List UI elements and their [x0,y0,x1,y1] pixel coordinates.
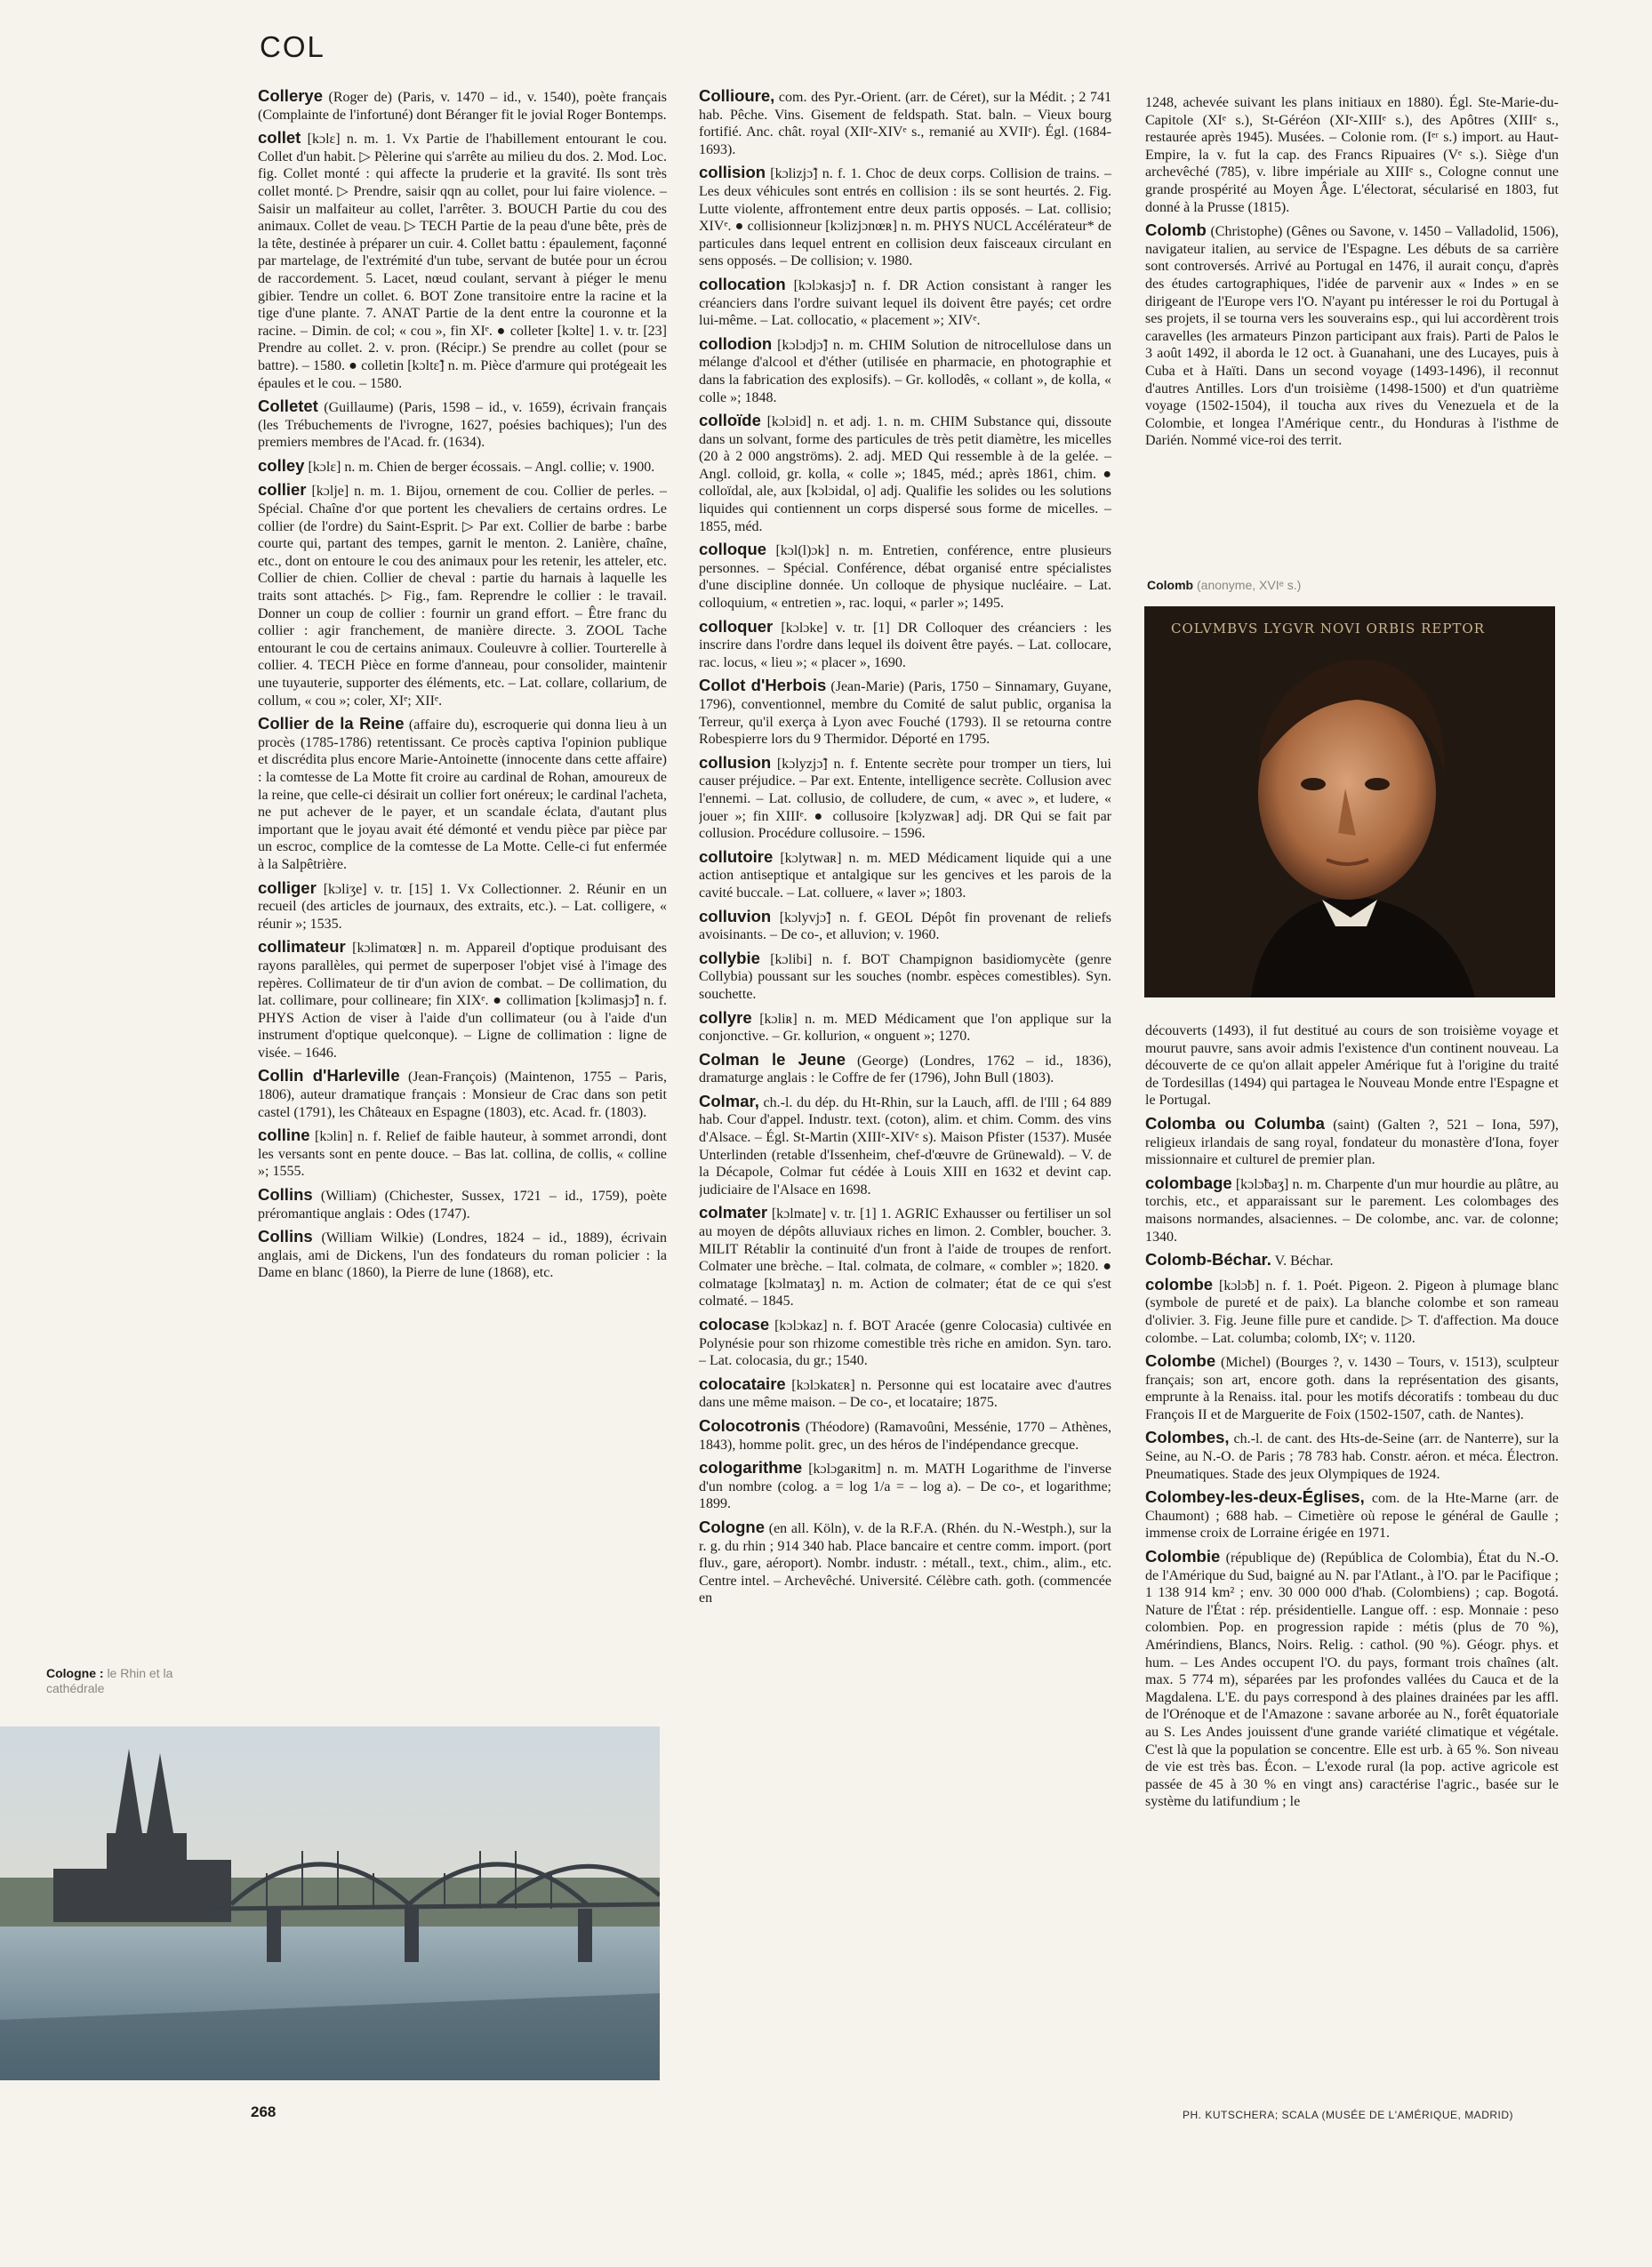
entry [1145,1115,1559,1169]
definition: com. des Pyr.-Orient. (arr. de Céret), sur la Médit. ; 2 741 hab. Pêche. Vins. Gisement de feldspath. Stat. baln. – Vieux bourg fortifié. Anc. chât. royal (XIIᵉ-XIVᵉ s., remanié au XVIIᵉ). Égl. (1684-1693). [699,90,1111,157]
entry [1145,221,1559,450]
column-3-bottom [1145,1021,1559,2092]
entry [699,1009,1111,1045]
headword: Collier de la Reine [258,714,405,733]
headword: collusion [699,752,772,772]
definition: ch.-l. du dép. du Ht-Rhin, sur la Lauch, affl. de l'Ill ; 64 889 hab. Cour d'appel. Industr. text. (coton), alim. et chim. Comm. des vins d'Alsace. – Égl. St-Martin (XIIIᵉ-XIVᵉ s). Maison Pfister (1537). Musée Unterlinden (retable d'Issenheim, chef-d'œuvre de Grünewald). – V. de la Décapole, Colmar fut cédée à Louis XIII en 1632 et devint cap. judiciaire de l'Alsace en 1698. [699,1094,1111,1198]
entry [258,1126,667,1181]
definition: [kɔlyvjɔ̃] n. f. GEOL Dépôt fin provenant de reliefs avoisinants. – De co-, et alluvion; v. 1960. [699,909,1111,943]
entry [1145,1548,1559,1811]
entry [699,541,1111,612]
headword: Colomb [1145,220,1207,240]
headword: Colombie [1145,1547,1221,1566]
definition: [kɔlje] n. m. 1. Bijou, ornement de cou. Collier de perles. – Spécial. Chaîne d'or que portent les chevaliers de certains ordres. Le collier (de l'ordre) du Saint-Esprit. ▷ Par ext. Collier de barbe : barbe courte qui, partant des tempes, garnit le menton. 2. Lanière, chaîne, etc., dont on entoure le cou des animaux pour les retenir, les atteler, etc. Collier de chien. Collier de cheval : partie du harnais à laquelle les traits sont attachés. ▷ Fig., fam. Reprendre le collier : le travail. Donner un coup de collier : fournir un grand effort. – Être franc du collier : agir franchement, de manière directe. 3. ZOOL Tache entourant le cou de certains animaux. Couleuvre à collier. Tourterelle à collier. 4. TECH Pièce en forme d'anneau, pour consolider, maintenir une tuyauterie, supporter des éléments, etc. – Lat. collare, collarium, de collum, « cou »; coler, XIᵉ; XIIᵉ. [258,484,667,709]
definition: (Guillaume) (Paris, 1598 – id., v. 1659), écrivain français (les Trébuchements de l'ivrogne, 1627, poésies bachiques); l'un des premiers membres de l'Acad. fr. (1634). [258,400,667,451]
definition: [kɔliʀ] n. m. MED Médicament que l'on applique sur la conjonctive. – Gr. kollurion, « onguent »; 1270. [699,1011,1111,1045]
column-2 [699,87,1111,2092]
headword: colline [258,1125,310,1145]
headword: collet [258,128,301,148]
headword: colloque [699,540,767,559]
headword: colombe [1145,1274,1214,1294]
definition: [kɔlɛ] n. m. Chien de berger écossais. – Angl. collie; v. 1900. [308,459,655,475]
entry [1145,1276,1559,1347]
entry [1145,1488,1559,1542]
caption-title: Colomb [1147,578,1194,592]
entry [699,87,1111,158]
definition: [kɔlɔgaʀitm] n. m. MATH Logarithme de l'inverse d'un nombre (colog. a = log 1/a = – log a). – De co-, et logarithme; 1899. [699,1462,1111,1512]
headword: Colombe [1145,1351,1216,1371]
entry [1145,1429,1559,1483]
entry [699,1316,1111,1370]
column-3-top [1145,92,1559,573]
cologne-photo [0,1726,660,2080]
definition: (saint) (Galten ?, 521 – Iona, 597), religieux irlandais de sang royal, fondateur du monastère d'Iona, foyer missionnaire et culturel de premier plan. [1145,1117,1559,1168]
definition: (William) (Chichester, Sussex, 1721 – id., 1759), poète préromantique anglais : Odes (1747). [258,1189,667,1222]
headword: collimateur [258,937,346,957]
definition: (Jean-Marie) (Paris, 1750 – Sinnamary, Guyane, 1796), conventionnel, membre du Comité de salut public, organisa la Terreur, qu'il exerça à Lyon avec Fouché (1793). Il se retourna contre Robespierre lors du 9 Thermidor. Déporté en 1795. [699,679,1111,748]
headword: Collerye [258,87,324,105]
entry [258,129,667,392]
entry [258,397,667,452]
entry [1145,1174,1559,1246]
definition: [kɔl(l)ɔk] n. m. Entretien, conférence, entre plusieurs personnes. – Spécial. Conférence, débat organisé entre spécialistes d'une discipline donnée. Un colloque de physique nucléaire. – Lat. colloquium, « entretien », rac. loqui, « parler »; 1495. [699,543,1111,612]
headword: colliger [258,877,317,897]
headword: Collin d'Harleville [258,1066,400,1085]
headword: Colomb-Béchar. [1145,1250,1271,1270]
entry [699,276,1111,330]
definition: [kɔlɔkasjɔ̃] n. f. DR Action consistant à ranger les créanciers dans l'ordre suivant lequel ils doivent être payés; cet ordre lui-même. – Lat. collocatio, « placement »; XIVᵉ. [699,277,1111,329]
entry [699,1459,1111,1513]
headword: Collins [258,1185,313,1205]
definition: (affaire du), escroquerie qui donna lieu à un procès (1785-1786) retentissant. Ce procès captiva l'opinion publique et discrédita plus encore Marie-Antoinette (innocente dans cette affaire) : la comtesse de La Motte fit croire au cardinal de Rohan, amoureux de la reine, que celle-ci désirait un collier fort onéreux; le cardinal l'acheta, ne put achever de le payer, et un scandale éclata, d'autant plus important que le joyau avait été démonté et vendu pièce par pièce par un escroc, complice de la comtesse de La Motte. Celle-ci fut enfermée à la Salpêtrière. [258,717,667,872]
headword: Colmar, [699,1091,759,1110]
entry [258,1228,667,1282]
headword: Collot d'Herbois [699,676,827,695]
definition: [kɔlɔdjɔ̃] n. m. CHIM Solution de nitrocellulose dans un mélange d'alcool et d'éther (utilisée en pharmacie, en photographie et dans la fabrication des explosifs). – Gr. kollodês, « collant », de kolla, « colle »; 1848. [699,337,1111,405]
entry [699,677,1111,748]
headword: Colombes, [1145,1428,1230,1447]
definition: [kɔlɔ̃baʒ] n. m. Charpente d'un mur hourdie au plâtre, au torchis, etc., et apparaissant sur le parement. Les colombages des maisons normandes, alsaciennes. – De colombe, anc. var. de colonne; 1340. [1145,1176,1559,1245]
entry [258,1067,667,1121]
definition: [kɔlmate] v. tr. [1] 1. AGRIC Exhausser ou fertiliser un sol au moyen de dépôts alluviaux riches en limon. 2. Combler, boucher. 3. MILIT Rétablir la continuité d'un front à l'aide de troupes de renfort. Colmater une brèche. – Ital. colmata, de colmare, « combler »; 1820. ● colmatage [kɔlmataʒ] n. m. Action de colmater; état de ce qui s'est colmaté. – 1845. [699,1206,1111,1310]
entry [699,1093,1111,1199]
headword: collybie [699,948,760,967]
cologne-image [0,1726,660,2080]
column-1 [258,87,667,1705]
definition: [kɔlytwaʀ] n. m. MED Médicament liquide qui a une action antiseptique et antalgique sur les gencives et les parois de la cavité buccale. – Lat. colluere, « laver »; 1803. [699,850,1111,901]
entry [699,908,1111,944]
headword: colocataire [699,1374,786,1393]
definition: (Roger de) (Paris, v. 1470 – id., v. 1540), poète français (Complainte de l'infortuné) dont Béranger fit le jovial Roger Bontemps. [258,90,667,123]
definition: [kɔlizjɔ̃] n. f. 1. Choc de deux corps. Collision de trains. – Les deux véhicules sont entrés en collision : ils se sont heurtés. 2. Fig. Lutte violente, affrontement entre deux partis opposés. – Lat. collisio; XIVᵉ. ● collisionneur [kɔlizjɔnœʀ] n. m. PHYS NUCL Accélérateur* de particules dans lequel entrent en collision deux faisceaux circulant en sens opposés. – De collision; v. 1980. [699,166,1111,269]
entry [1145,1021,1559,1109]
definition: [kɔlɔ̃b] n. f. 1. Poét. Pigeon. 2. Pigeon à plumage blanc (symbole de pureté et de paix). La blanche colombe et son rameau d'olivier. 3. Fig. Jeune fille pure et candide. ▷ T. d'affection. Ma douce colombe. – Lat. columba; colomb, IXᵉ; v. 1120. [1145,1278,1559,1346]
definition: (Christophe) (Gênes ou Savone, v. 1450 – Valladolid, 1506), navigateur italien, au service de l'Espagne. Les débuts de sa carrière sont controversés. Arrivé au Portugal en 1476, il aurait conçu, d'après des études cartographiques, l'idée de parvenir aux « Indes » en se dirigeant de l'Europe vers l'O. N'ayant pu intéresser le roi du Portugal à ses projets, il se tourna vers les souverains esp., qui lui accordèrent trois caravelles (les armateurs Pinzon participant aux frais). Parti de Palos le 3 août 1492, il aborda le 12 oct. à Guanahani, une des Lucayes, puis à Cuba et à Haïti. Dans un second voyage (1493-1496), il reconnut d'autres Antilles. Lors d'un troisième (1498-1500) et d'un quatrième voyage (1502-1504), il toucha aux rives du Venezuela et de la Colombie, et longea l'Amérique centr., du Honduras à l'isthme de Darién. Nommé vice-roi des territ. [1145,224,1559,449]
headword: collocation [699,274,786,293]
definition: [kɔlin] n. f. Relief de faible hauteur, à sommet arrondi, dont les versants sont en pente douce. – Bas lat. collina, de collis, « colline »; 1555. [258,1129,667,1180]
headword: collyre [699,1007,752,1027]
definition: (George) (Londres, 1762 – id., 1836), dramaturge anglais : le Coffre de fer (1796), John Bull (1803). [699,1053,1111,1086]
definition: (Théodore) (Ramavoûni, Messénie, 1770 – Athènes, 1843), homme polit. grec, un des héros de l'indépendance grecque. [699,1419,1111,1453]
page-number: 268 [251,2103,277,2120]
headword: Collioure, [699,87,775,105]
headword: Collins [258,1227,313,1246]
headword: Colombey-les-deux-Églises, [1145,1487,1365,1507]
definition: [kɔlɔke] v. tr. [1] DR Colloquer des créanciers : les inscrire dans l'ordre dans lequel ils doivent être payés. – Lat. collocare, rac. locus, « lieu »; « placer », 1690. [699,620,1111,670]
definition: (république de) (República de Colombia), État du N.-O. de l'Amérique du Sud, baigné au N. par l'Atlant., à l'O. par le Pacifique ; 1 138 914 km² ; env. 30 000 000 d'hab. (Colombiens) ; cap. Bogotá. Nature de l'État : rép. présidentielle. Langue off. : esp. Monnaie : peso colombien. Pop. en progression rapide : métis (plus de 70 %), Amérindiens, Blancs, Noirs. Relig. : cathol. (90 %). Géogr. phys. et hum. – Les Andes occupent l'O. du pays, formant trois chaînes (alt. max. 5 774 m), séparées par les profondes vallées du Cauca et de la Magdalena. L'E. du pays correspond à des plaines drainées par les affl. de l'Orénoque et de l'Amazone : savane arborée au N., forêt équatoriale au S. Les Andes jouissent d'une grande variété climatique et végétale. C'est là que la population se concentre. Elle est urb. à 65 %. Son niveau de vie est très bas. Écon. – L'exode rural (la pop. active agricole est passée de 45 à 30 % en vingt ans) caractérise l'agric., basée sur le système du latifundium ; le [1145,1550,1559,1810]
entry [699,754,1111,843]
definition: (William Wilkie) (Londres, 1824 – id., 1889), écrivain anglais, ami de Dickens, l'un des fondateurs du roman policier : la Dame en blanc (1860), la Pierre de lune (1868), etc. [258,1230,667,1281]
headword: colombage [1145,1173,1232,1192]
caption-text: le Rhin et la cathédrale [46,1666,173,1695]
entry [258,938,667,1061]
definition: [kɔlɛ] n. m. 1. Vx Partie de l'habillement entourant le cou. Collet d'un habit. ▷ Pèlerine qui s'arrête au milieu du dos. 2. Mod. Loc. fig. Collet monté : qui affecte la pruderie et la gravité. Ils sont très collet monté. ▷ Prendre, saisir qqn au collet, pour lui faire violence. – Saisir un malfaiteur au collet, l'arrêter. 3. BOUCH Partie du cou des animaux. Collet de veau. ▷ TECH Partie de la peau d'une bête, près de la tête, destinée à préparer un cuir. 4. Collet battu : épaulement, façonné par martelage, de l'extrémité d'un tube, servant de butée pour un écrou de raccordement. 5. Lacet, nœud coulant, servant à piéger le menu gibier. Tendre un collet. 6. BOT Zone transitoire entre la racine et la tige d'une plante. 7. ANAT Partie de la dent entre la couronne et la racine. – Dimin. de col; « cou », fin XIᵉ. ● colleter [kɔlte] 1. v. tr. [23] Prendre au collet. 2. v. pron. (Récipr.) Se prendre au collet (pour se battre). – 1580. ● colletin [kɔltɛ̃] n. m. Pièce d'armure qui protégeait les épaules et le cou. – 1580. [258,132,667,391]
headword: colocase [699,1315,770,1334]
page-header: COL [260,30,325,63]
entry [1145,1251,1559,1270]
entry [258,481,667,709]
definition: [kɔlɔid] n. et adj. 1. n. m. CHIM Substance qui, dissoute dans un solvant, forme des particules de très petit diamètre, les micelles (20 à 2 000 angströms). 2. adj. MED Qui ressemble à de la gelée. – Angl. colloid, gr. kolla, « colle »; 1845, méd.; après 1861, chim. ● colloïdal, ale, aux [kɔlɔidal, o] adj. Qualifie les solides ou les solutions liquides qui contiennent un corps dispersé sous forme de micelles. – 1855, méd. [699,414,1111,534]
headword: collodion [699,333,773,353]
definition: [kɔlyzjɔ̃] n. f. Entente secrète pour tromper un tiers, lui causer préjudice. – Par ext. Entente, intelligence secrète. Collusion avec l'ennemi. – Lat. collusio, de colludere, de cum, « avec », et ludere, « jouer »; fin XIIIᵉ. ● collusoire [kɔlyzwaʀ] adj. DR Qui se fait par collusion. Procédure collusoire. – 1596. [699,756,1111,842]
portrait-inscription: COLVMBVS LYGVR NOVI ORBIS REPTOR [1171,621,1486,637]
portrait-image [1144,606,1555,997]
headword: colley [258,455,305,475]
headword: Colomba ou Columba [1145,1113,1325,1133]
headword: colloquer [699,616,774,636]
entry [258,879,667,933]
definition: [kɔlimatœʀ] n. m. Appareil d'optique produisant des rayons parallèles, qui permet de superposer l'objet visé à l'image des repères. Collimateur de tir d'un avion de combat. – De collimation, du lat. collimare, pour collineare; fin XIXᵉ. ● collimation [kɔlimasjɔ̃] n. f. PHYS Action de viser à l'aide d'un collimateur (ou à l'aide d'un instrument d'optique quelconque). – Ligne de collimation : ligne de visée. – 1646. [258,941,667,1061]
entry [258,87,667,124]
entry [699,1051,1111,1087]
headword: colmater [699,1203,768,1222]
entry [258,1186,667,1222]
headword: collier [258,480,307,500]
definition: (Jean-François) (Maintenon, 1755 – Paris, 1806), auteur dramatique français : Monsieur de Crac dans son petit castel (1791), les Châteaux en Espagne (1803), etc. Acad. fr. (1803). [258,1069,667,1120]
entry [699,164,1111,270]
headword: Colletet [258,397,318,416]
entry [699,1375,1111,1412]
definition: [kɔliʒe] v. tr. [15] 1. Vx Collectionner. 2. Réunir en un recueil (des articles de journaux, des extraits, etc.). – Lat. colligere, « réunir »; 1535. [258,881,667,932]
headword: Colocotronis [699,1415,801,1435]
entry [1145,92,1559,216]
entry [258,457,667,477]
definition: 1248, achevée suivant les plans initiaux en 1880). Égl. Ste-Marie-du-Capitole (XIᵉ s.), St-Géréon (XIᵉ-XIIIᵉ s.), des Apôtres (XIIIᵉ s., restaurée après 1945). Musées. – Colonie rom. (Iᵉʳ s.) import. au Haut-Empire, la v. fut la cap. des Francs Ripuaires (Vᵉ s.). Siège d'un archevêché (785), v. libre impériale au XIIIᵉ s., Cologne connut une grande prospérité au Moyen Âge. L'électorat, sécularisé en 1803, fut donné à la Prusse (1815). [1145,95,1559,215]
photo-caption [46,1666,206,1696]
entry [699,1417,1111,1454]
definition: découverts (1493), il fut destitué au cours de son troisième voyage et mourut pauvre, sans avoir admis l'existence d'un continent nouveau. La découverte de ce qu'on allait appeler Amérique fut à l'origine du traité de Tordesillas (1494) qui partagea le Nouveau Monde entre l'Espagne et le Portugal. [1145,1023,1559,1109]
entry [699,1204,1111,1310]
definition: [kɔlɔkaz] n. f. BOT Aracée (genre Colocasia) cultivée en Polynésie pour son rhizome comestible très riche en amidon. Syn. taro. – Lat. colocasia, du gr.; 1540. [699,1318,1111,1369]
caption-text: (anonyme, XVIᵉ s.) [1197,578,1302,592]
entry [1145,1352,1559,1423]
definition: (en all. Köln), v. de la R.F.A. (Rhén. du N.-Westph.), sur la r. g. du rhin ; 914 340 hab. Place bancaire et centre comm. import. (port fluv., gare, aéroport). Nombr. industr. : métall., text., chim., alim., etc. Centre intel. – Archevêché. Université. Célèbre cath. goth. (commencée en [699,1520,1111,1606]
entry [699,412,1111,535]
caption-title: Cologne : [46,1666,104,1680]
definition: ch.-l. de cant. des Hts-de-Seine (arr. de Nanterre), sur la Seine, au N.-O. de Paris ; 78 783 hab. Constr. aéron. et méca. Électron. Pneumatiques. Stade des jeux Olympiques de 1924. [1145,1431,1559,1482]
entry [699,1518,1111,1607]
photo-credit: PH. KUTSCHERA; SCALA (MUSÉE DE L'AMÉRIQUE, MADRID) [1183,2109,1514,2121]
entry [699,949,1111,1004]
headword: Cologne [699,1517,765,1536]
headword: colluvion [699,906,772,925]
headword: colloïde [699,411,761,430]
entry [699,848,1111,902]
definition: V. Béchar. [1274,1254,1334,1270]
headword: collision [699,163,766,182]
portrait-caption [1147,578,1414,593]
headword: Colman le Jeune [699,1049,846,1069]
headword: collutoire [699,846,774,866]
colomb-portrait [1144,606,1555,997]
headword: cologarithme [699,1458,803,1478]
definition: [kɔlibi] n. f. BOT Champignon basidiomycète (genre Collybia) poussant sur les souches (nombr. espèces comestibles). Syn. souchette. [699,951,1111,1002]
definition: [kɔlɔkatɛʀ] n. Personne qui est locataire avec d'autres dans une même maison. – De co-, et locataire; 1875. [699,1377,1111,1411]
definition: (Michel) (Bourges ?, v. 1430 – Tours, v. 1513), sculpteur français; son art, encore goth. dans la représentation des gisants, emprunte à la Renaiss. ital. pour les motifs décoratifs : tombeau du duc François II et de Marguerite de Foix (1502-1507, cath. de Nantes). [1145,1355,1559,1422]
definition: com. de la Hte-Marne (arr. de Chaumont) ; 688 hab. – Cimetière où repose le général de Gaulle ; immense croix de Lorraine érigée en 1971. [1145,1491,1559,1542]
entry [699,335,1111,406]
entry [699,618,1111,672]
entry [258,715,667,873]
